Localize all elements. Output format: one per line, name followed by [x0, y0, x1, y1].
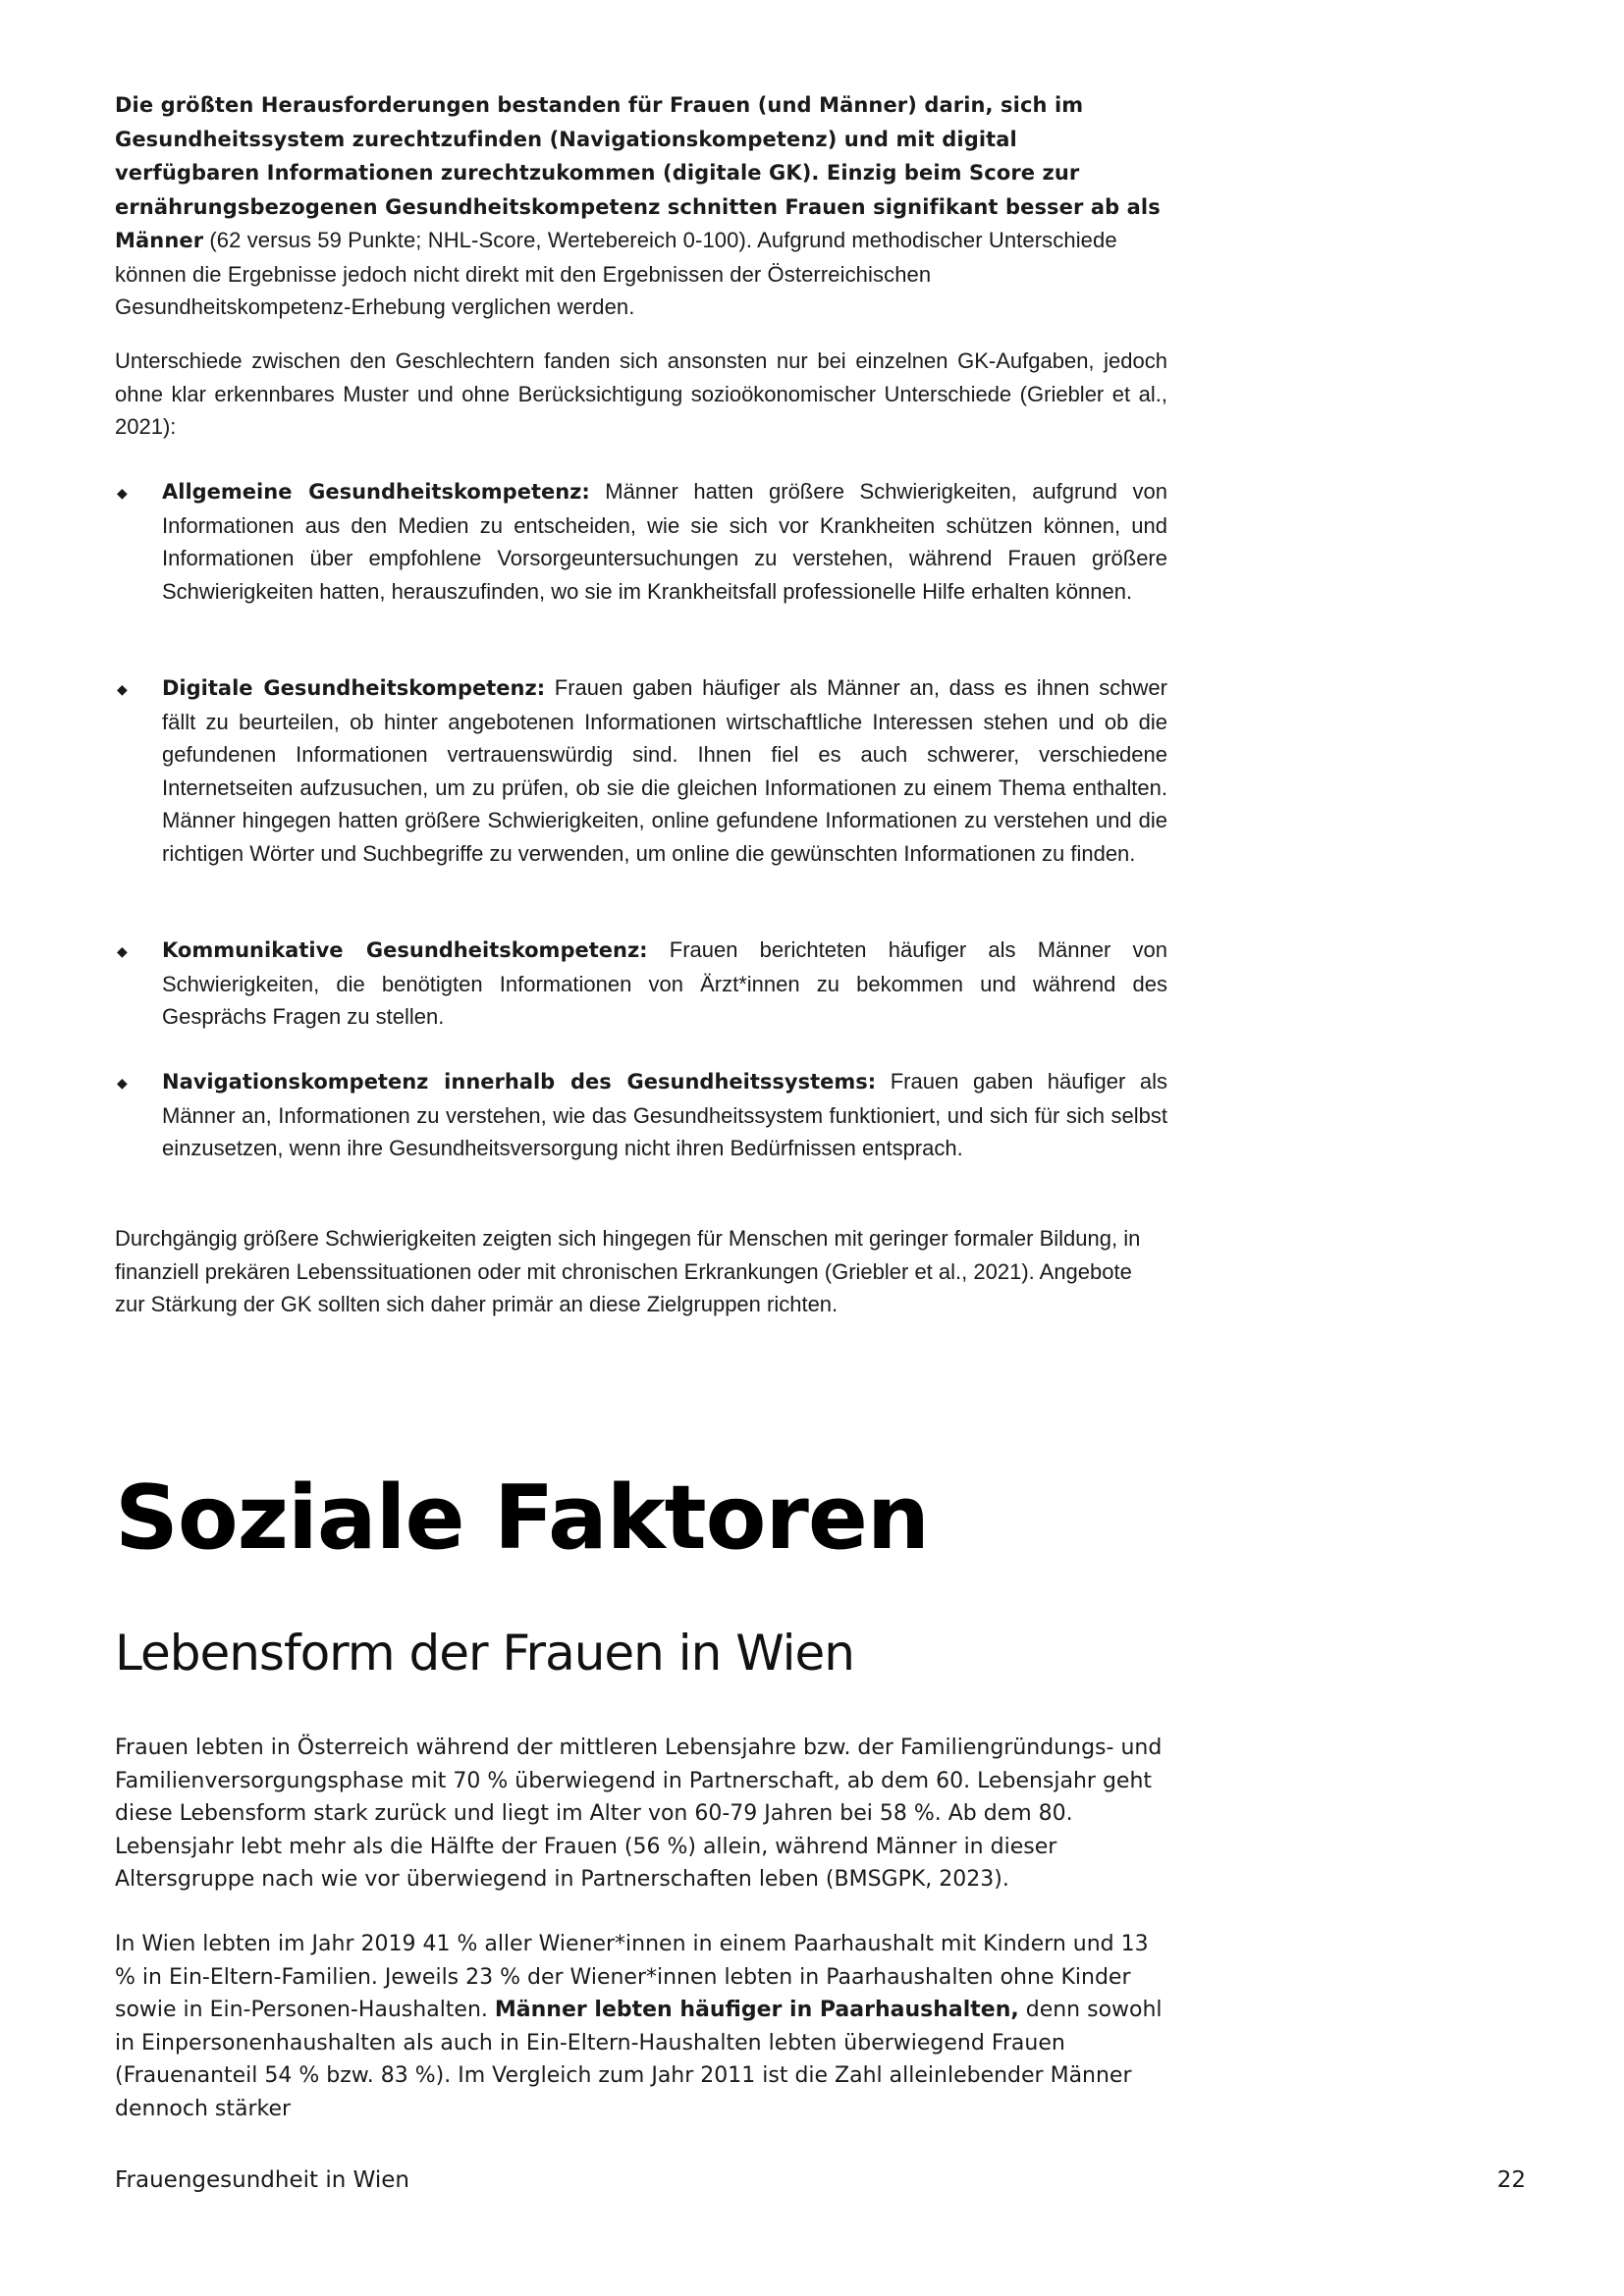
list-item-text: Frauen gaben häufiger als Männer an, dass es ihnen schwer fällt zu beurteilen, ob hinter angebotenen Informationen wirtschaftliche Interessen stehen und ob die gefundenen Informationen vertrauenswürdig sind. Ihnen fiel es auch schwerer, verschiedene Internetseiten aufzusuchen, um zu prüfen, ob sie die gleichen Informationen zu einem Thema enthalten. Männer hingegen hatten größere Schwierigkeiten, online gefundene Informationen zu verstehen und die richtigen Wörter und Suchbegriffe zu verwenden, um online die gewünschten Informationen zu finden.: [162, 675, 1167, 866]
lebensform-paragraph-2: [115, 1928, 1167, 2125]
section-title: Soziale Faktoren: [115, 1467, 929, 1570]
list-item-label: Allgemeine Gesundheitskompetenz:: [162, 480, 590, 504]
intro-bold: Die größten Herausforderungen bestanden für Frauen (und Männer) darin, sich im Gesundheitssystem zurechtzufinden (Navigationskompetenz) und mit digital verfügbaren Informationen zurechtzukommen (digitale GK). Einzig beim Score zur ernährungsbezogenen Gesundheitskompetenz schnitten Frauen signifikant besser ab als Männer: [115, 93, 1161, 252]
bullet-diamond-icon: ◆: [117, 485, 128, 501]
page-number: 22: [1496, 2167, 1526, 2193]
intro-paragraph: [115, 88, 1167, 324]
list-item-label: Digitale Gesundheitskompetenz:: [162, 676, 546, 700]
list-item-label: Kommunikative Gesundheitskompetenz:: [162, 938, 648, 962]
list-item: [115, 671, 1167, 870]
footer-title: Frauengesundheit in Wien: [115, 2167, 409, 2193]
list-item-text: Frauen gaben häufiger als Männer an, Informationen zu verstehen, wie das Gesundheitssystem funktioniert, und sich für sich selbst einzusetzen, wenn ihre Gesundheitsversorgung nicht ihren Bedürfnissen entsprach.: [162, 1069, 1167, 1160]
list-item-text: Frauen berichteten häufiger als Männer von Schwierigkeiten, die benötigten Informationen von Ärzt*innen zu bekommen und während des Gesprächs Fragen zu stellen.: [162, 937, 1167, 1029]
lebensform-paragraph-1: Frauen lebten in Österreich während der mittleren Lebensjahre bzw. der Familiengründungs- und Familienversorgungsphase mit 70 % überwiegend in Partnerschaft, ab dem 60. Lebensjahr geht diese Lebensform stark zurück und liegt im Alter von 60-79 Jahren bei 58 %. Ab dem 80. Lebensjahr lebt mehr als die Hälfte der Frauen (56 %) allein, während Männer in dieser Altersgruppe nach wie vor überwiegend in Partnerschaften leben (BMSGPK, 2023).: [115, 1735, 1163, 1892]
bullet-diamond-icon: ◆: [117, 1075, 128, 1091]
list-item: [115, 934, 1167, 1034]
paragraph-text: In Wien lebten im Jahr 2019 41 % aller Wiener*innen in einem Paarhaushalt mit Kindern und 13 % in Ein-Eltern-Familien. Jeweils 23 % der Wiener*innen lebten in Paarhaushalten ohne Kinder sowie in Ein-Personen-Haushalten.: [115, 1932, 1149, 2022]
list-item-text: Männer hatten größere Schwierigkeiten, aufgrund von Informationen aus den Medien zu entscheiden, wie sie sich vor Krankheiten schützen können, und Informationen über empfohlene Vorsorgeuntersuchungen zu verstehen, während Frauen größere Schwierigkeiten hatten, herauszufinden, wo sie im Krankheitsfall professionelle Hilfe erhalten können.: [162, 479, 1167, 604]
list-item: [115, 475, 1167, 608]
conclusion-paragraph: Durchgängig größere Schwierigkeiten zeigten sich hingegen für Menschen mit geringer formaler Bildung, in finanziell prekären Lebenssituationen oder mit chronischen Erkrankungen (Griebler et al., 2021). Angebote zur Stärkung der GK sollten sich daher primär an diese Zielgruppen richten.: [115, 1226, 1141, 1316]
section-subtitle: Lebensform der Frauen in Wien: [115, 1625, 854, 1682]
gender-differences-paragraph: Unterschiede zwischen den Geschlechtern fanden sich ansonsten nur bei einzelnen GK-Aufgaben, jedoch ohne klar erkennbares Muster und ohne Berücksichtigung sozioökonomischer Unterschiede (Griebler et al., 2021):: [115, 348, 1167, 439]
paragraph-bold: Männer lebten häufiger in Paarhaushalten,: [494, 1998, 1019, 2022]
paragraph-text-continued: denn sowohl in Einpersonenhaushalten als auch in Ein-Eltern-Haushalten lebten überwiegend Frauen (Frauenanteil 54 % bzw. 83 %). Im Vergleich zum Jahr 2011 ist die Zahl alleinlebender Männer dennoch stärker: [115, 1998, 1163, 2121]
list-item-label: Navigationskompetenz innerhalb des Gesundheitssystems:: [162, 1070, 877, 1094]
list-item: [115, 1065, 1167, 1165]
bullet-diamond-icon: ◆: [117, 943, 128, 959]
intro-rest: (62 versus 59 Punkte; NHL-Score, Wertebereich 0-100). Aufgrund methodischer Unterschiede können die Ergebnisse jedoch nicht direkt mit den Ergebnissen der Österreichischen Gesundheitskompetenz-Erhebung verglichen werden.: [115, 228, 1117, 319]
bullet-diamond-icon: ◆: [117, 681, 128, 697]
